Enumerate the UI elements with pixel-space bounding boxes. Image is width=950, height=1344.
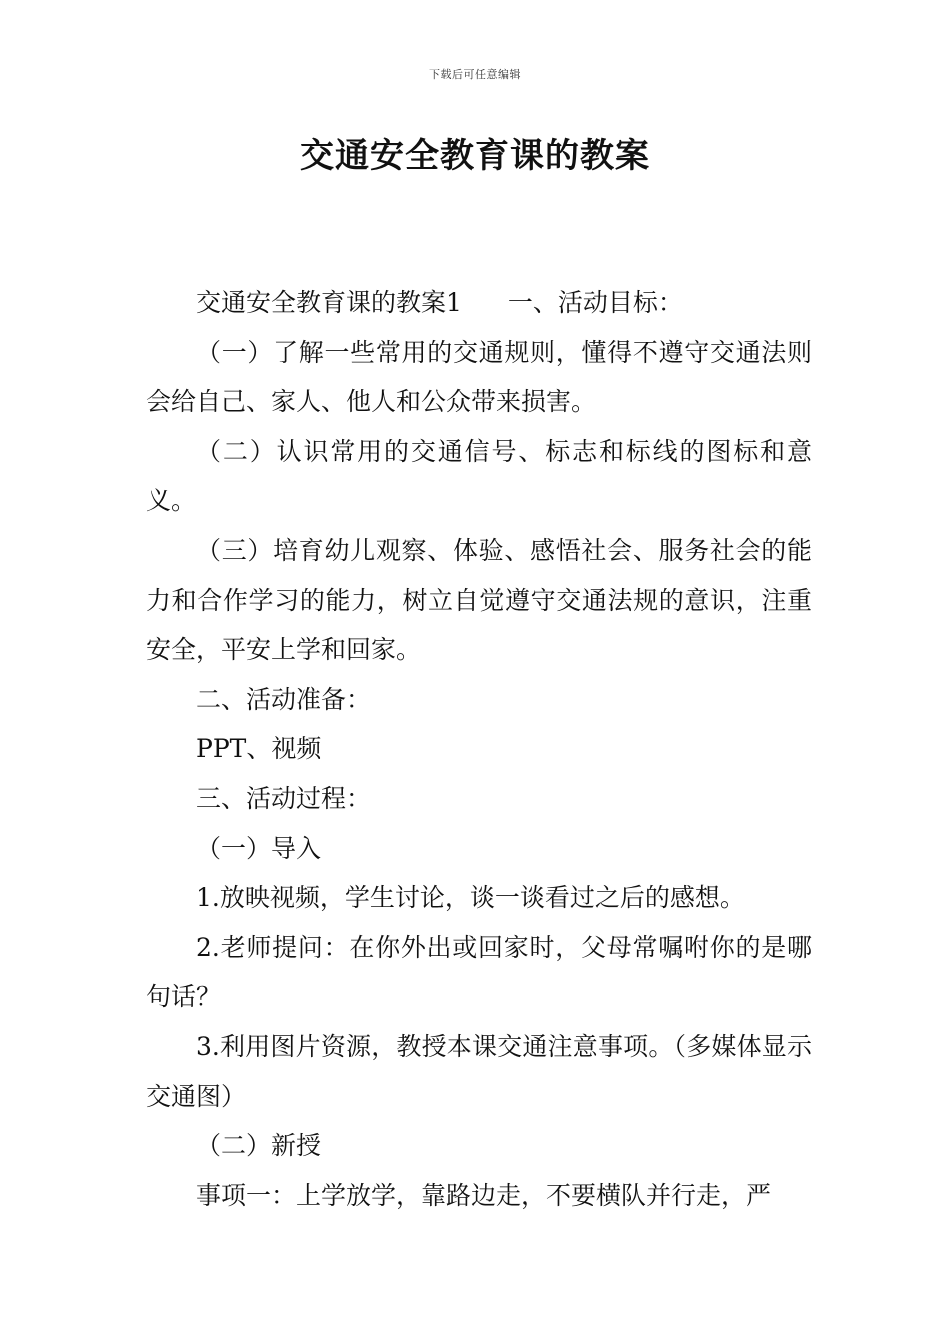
section-heading-preparation: 二、活动准备： bbox=[196, 684, 372, 714]
document-title: 交通安全教育课的教案 bbox=[300, 136, 650, 176]
intro-paragraph bbox=[146, 278, 812, 328]
document-body bbox=[146, 278, 812, 1220]
process-step-2: 2.老师提问：在你外出或回家时，父母常嘱咐你的是哪句话？ bbox=[146, 932, 812, 1012]
intro-section-heading: 一、活动目标： bbox=[507, 288, 683, 317]
preparation-materials: PPT、视频 bbox=[196, 734, 322, 764]
subsection-new-lesson: （二）新授 bbox=[196, 1131, 322, 1161]
subsection-intro: （一）导入 bbox=[196, 833, 322, 863]
goal-paragraph-1: （一）了解一些常用的交通规则，懂得不遵守交通法则会给自己、家人、他人和公众带来损害。 bbox=[146, 337, 812, 417]
item-one-paragraph: 事项一：上学放学，靠路边走，不要横队并行走，严 bbox=[196, 1180, 772, 1210]
section-heading-process: 三、活动过程： bbox=[196, 783, 372, 813]
goal-paragraph-2: （二）认识常用的交通信号、标志和标线的图标和意义。 bbox=[146, 436, 812, 516]
process-step-3: 3.利用图片资源，教授本课交通注意事项。（多媒体显示交通图） bbox=[146, 1031, 812, 1111]
goal-paragraph-3: （三）培育幼儿观察、体验、感悟社会、服务社会的能力和合作学习的能力，树立自觉遵守交通法规的意识，注重安全，平安上学和回家。 bbox=[146, 535, 812, 665]
header-note: 下载后可任意编辑 bbox=[429, 68, 521, 81]
intro-label: 交通安全教育课的教案1 bbox=[196, 288, 462, 317]
process-step-1: 1.放映视频，学生讨论，谈一谈看过之后的感想。 bbox=[196, 883, 745, 913]
